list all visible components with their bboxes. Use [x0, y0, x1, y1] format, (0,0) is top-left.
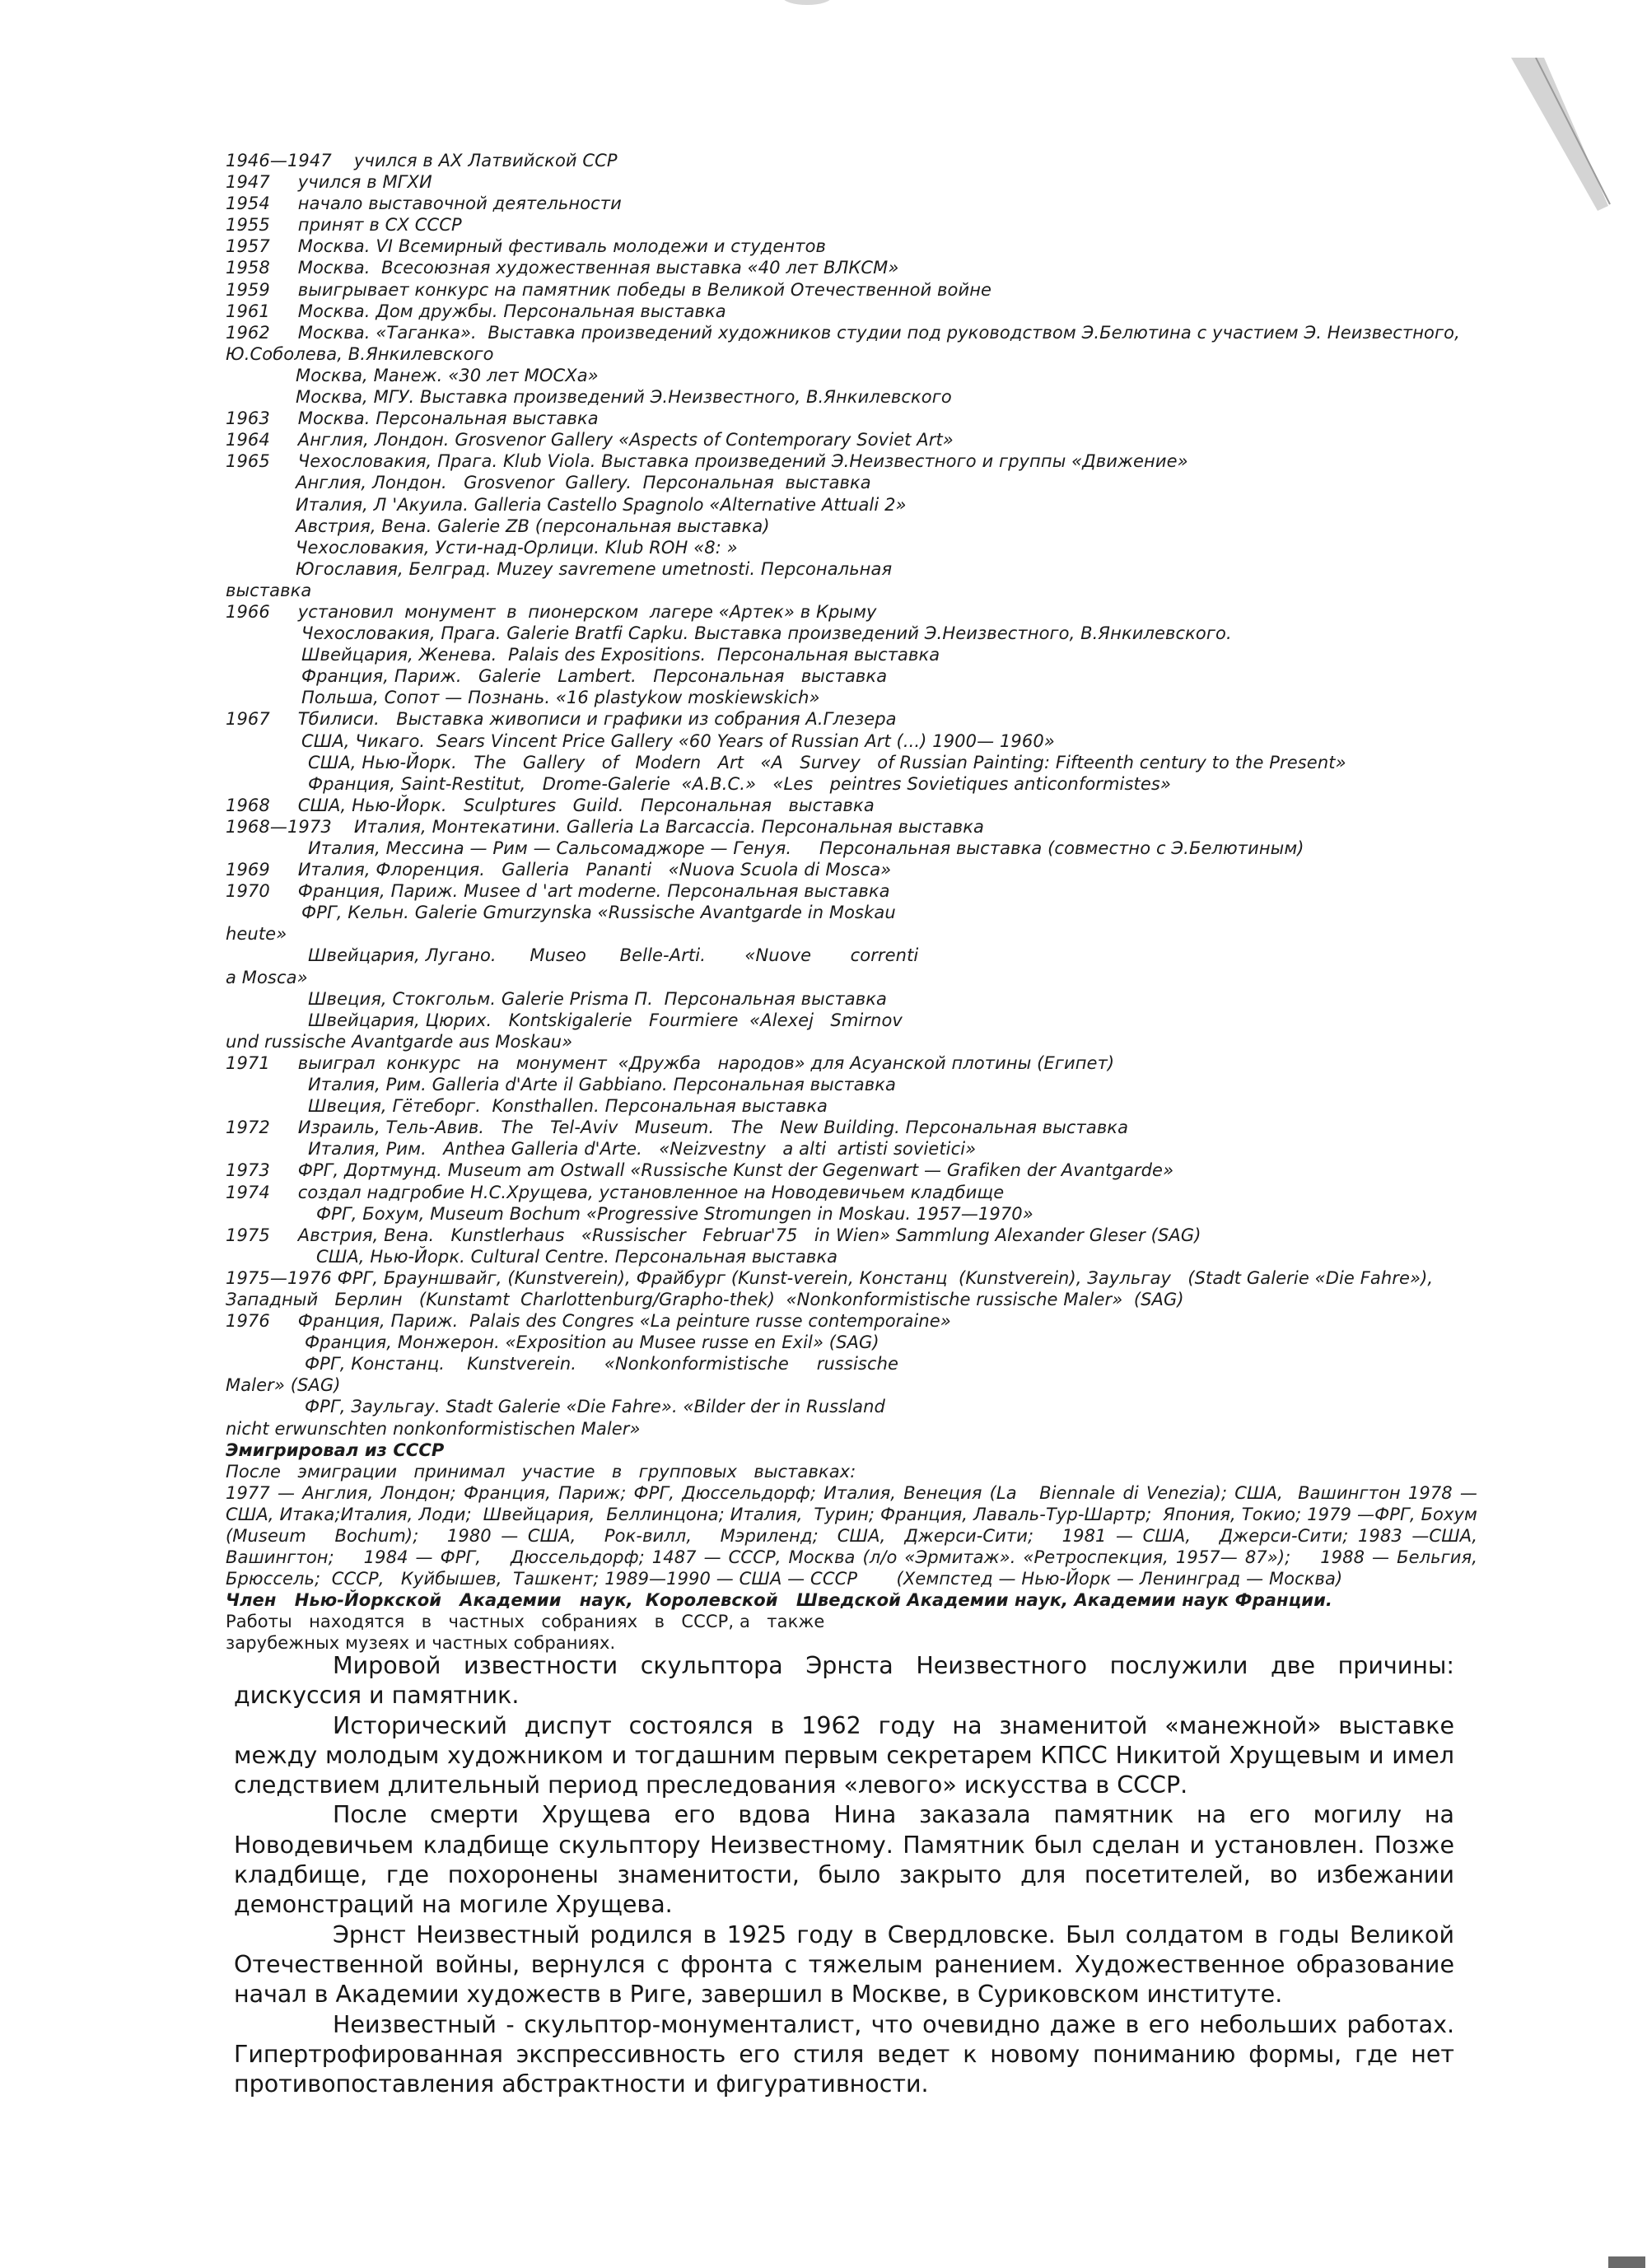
- chronology-entry: 1962 Москва. «Таганка». Выставка произведений художников студии под руководством Э.Белютина с участием Э. Неизвестного, Ю.Соболева, В.Янкилевского: [226, 322, 1466, 364]
- chronology-entry: выставка: [226, 580, 312, 600]
- chronology-entry: Швеция, Гётеборг. Konsthallen. Персональная выставка: [308, 1096, 828, 1117]
- chronology-entry: Австрия, Вена. Galerie ZB (персональная выставка): [296, 516, 770, 536]
- chronology-entry: Франция, Монжерон. «Exposition au Musee russe en Exil» (SAG): [305, 1332, 879, 1353]
- chronology-entry: Швейцария, Цюрих. Kontskigalerie Fourmiere «Alexej Smirnov: [308, 1010, 903, 1030]
- chronology-entry: ФРГ, Заульгау. Stadt Galerie «Die Fahre». «Bilder der in Russland: [305, 1397, 885, 1417]
- collections-note: Работы находятся в частных собраниях в СССР, а также зарубежных музеях и частных собраниях.: [226, 1612, 831, 1654]
- chronology-entry: 1954 начало выставочной деятельности: [226, 194, 622, 214]
- chronology-entry: Чехословакия, Усти-над-Орлици. Klub ROH «8: »: [296, 537, 738, 558]
- chronology-entry: Швейцария, Лугано. Museo Belle-Arti. «Nuove correnti: [308, 945, 919, 966]
- chronology-entry: 1957 Москва. VI Всемирный фестиваль молодежи и студентов: [226, 236, 827, 257]
- chronology-entry: 1961 Москва. Дом дружбы. Персональная выставка: [226, 301, 726, 321]
- page-fold-mark: [1511, 58, 1618, 214]
- chronology-entry: Италия, Рим. Galleria d'Arte il Gabbiano. Персональная выставка: [308, 1075, 896, 1095]
- chronology-entry: 1970 Франция, Париж. Musee d 'art moderne. Персональная выставка: [226, 881, 890, 902]
- chronology-entry: 1972 Израиль, Тель-Авив. The Tel-Aviv Museum. The New Building. Персональная выставка: [226, 1118, 1129, 1138]
- chronology-entry: ФРГ, Констанц. Kunstverein. «Nonkonformistische russische: [305, 1354, 899, 1374]
- chronology-entry: 1955 принят в СХ СССР: [226, 215, 462, 236]
- chronology-entry: 1959 выигрывает конкурс на памятник победы в Великой Отечественной войне: [226, 279, 992, 300]
- chronology-entry: Maler» (SAG): [226, 1375, 341, 1396]
- chronology-entry: nicht erwunschten nonkonformistischen Maler»: [226, 1418, 641, 1439]
- emigration-intro: После эмиграции принимал участие в групповых выставках:: [226, 1461, 856, 1482]
- chronology: [226, 150, 1500, 1654]
- chronology-entry: 1963 Москва. Персональная выставка: [226, 408, 599, 429]
- chronology-entry: Италия, Рим. Anthea Galleria d'Arte. «Neizvestny a alti artisti sovietici»: [308, 1139, 977, 1160]
- essay: [234, 1651, 1454, 2099]
- chronology-entry: США, Чикаго. Sears Vincent Price Gallery «60 Years of Russian Art (...) 1900— 1960»: [301, 730, 1055, 751]
- chronology-entry: ФРГ, Бохум, Museum Bochum «Progressive Stromungen in Moskau. 1957—1970»: [316, 1203, 1033, 1224]
- chronology-entry: 1958 Москва. Всесоюзная художественная выставка «40 лет ВЛКСМ»: [226, 258, 899, 278]
- chronology-entry: 1968—1973 Италия, Монтекатини. Galleria La Barcaccia. Персональная выставка: [226, 816, 985, 837]
- chronology-entry: США, Нью-Йорк. The Gallery of Modern Art «A Survey of Russian Painting: Fifteenth century to the Present»: [308, 752, 1346, 772]
- chronology-entry: Москва, МГУ. Выставка произведений Э.Неизвестного, В.Янкилевского: [296, 387, 952, 408]
- chronology-entry: 1973 ФРГ, Дортмунд. Museum am Ostwall «Russische Kunst der Gegenwart — Grafiken der Avantgarde»: [226, 1160, 1174, 1181]
- essay-paragraph: После смерти Хрущева его вдова Нина заказала памятник на его могилу на Новодевичьем кладбище скульптору Неизвестному. Памятник был сделан и установлен. Позже кладбище, где похоронены знаменитости, было закрыто для посетителей, во избежании демонстраций на могиле Хрущева.: [234, 1801, 1454, 1919]
- chronology-entry: Франция, Париж. Galerie Lambert. Персональная выставка: [301, 666, 888, 687]
- academy-membership: Член Нью-Йоркской Академии наук, Королевской Шведской Академии наук, Академии наук Франции.: [226, 1590, 1332, 1611]
- chronology-entry: Югославия, Белград. Muzey savremene umetnosti. Персональная: [296, 558, 893, 579]
- chronology-entry: Франция, Saint-Restitut, Drome-Galerie «A.B.C.» «Les peintres Sovietiques anticonformistes»: [308, 773, 1171, 794]
- chronology-entry: 1966 установил монумент в пионерском лагере «Артек» в Крыму: [226, 601, 877, 622]
- chronology-entry: Швейцария, Женева. Palais des Expositions. Персональная выставка: [301, 645, 940, 665]
- emigration-exhibitions: 1977 — Англия, Лондон; Франция, Париж; ФРГ, Дюссельдорф; Италия, Венеция (La Biennale di Venezia); США, Вашингтон 1978 — США, Итака;Италия, Лоди; Швейцария, Беллинцона; Италия, Турин; Франция, Лаваль-Тур-Шартр; Япония, Токио; 1979 —ФРГ, Бохум (Museum Bochum); 1980 — США, Рок-вилл, Мэриленд; США, Джерси-Сити; 1981 — США, Джерси-Сити; 1983 —США, Вашингтон; 1984 — ФРГ, Дюссельдорф; 1487 — СССР, Москва (л/о «Эрмитаж». «Ретроспекция, 1957— 87»); 1988 — Бельгия, Брюссель; СССР, Куйбышев, Ташкент; 1989—1990 — США — СССР (Хемпстед — Нью-Йорк — Ленинград — Москва): [226, 1482, 1500, 1589]
- emigration-heading: Эмигрировал из СССР: [226, 1440, 445, 1460]
- chronology-entry: 1975—1976 ФРГ, Брауншвайг, (Kunstverein), Фрайбург (Kunst-verein, Констанц (Kunstverein), Заульгау (Stadt Galerie «Die Fahre»), Западный Берлин (Kunstamt Charlottenburg/Grapho-thek) «Nonkonformistische russische Maler» (SAG): [226, 1267, 1439, 1309]
- chronology-entry: США, Нью-Йорк. Cultural Centre. Персональная выставка: [316, 1246, 838, 1267]
- chronology-entry: Москва, Манеж. «30 лет МОСХа»: [296, 365, 599, 385]
- chronology-entry: Польша, Сопот — Познань. «16 plastykow moskiewskich»: [301, 688, 820, 708]
- essay-paragraph: Мировой известности скульптора Эрнста Неизвестного послужили две причины: дискуссия и памятник.: [234, 1652, 1454, 1710]
- chronology-entry: 1967 Тбилиси. Выставка живописи и графики из собрания А.Глезера: [226, 709, 897, 730]
- essay-paragraph: Исторический диспут состоялся в 1962 году на знаменитой «манежной» выставке между молодым художником и тогдашним первым секретарем КПСС Никитой Хрущевым и имел следствием длительный период преследования «левого» искусства в СССР.: [234, 1711, 1454, 1799]
- chronology-entry: a Mosca»: [226, 967, 308, 987]
- chronology-entry: Швеция, Стокгольм. Galerie Prisma П. Персональная выставка: [308, 988, 888, 1009]
- chronology-entry: Италия, Мессина — Рим — Сальсомаджоре — Генуя. Персональная выставка (совместно с Э.Белютиным): [308, 838, 1304, 858]
- chronology-entry: 1974 создал надгробие Н.С.Хрущева, установленное на Новодевичьем кладбище: [226, 1182, 1005, 1202]
- scan-corner-mark: [1608, 2256, 1645, 2268]
- chronology-entry: 1975 Австрия, Вена. Kunstlerhaus «Russischer Februar'75 in Wien» Sammlung Alexander Gleser (SAG): [226, 1225, 1201, 1245]
- chronology-entry: 1976 Франция, Париж. Palais des Congres «La peinture russe contemporaine»: [226, 1311, 951, 1332]
- chronology-entry: Италия, Л 'Акуила. Galleria Castello Spagnolo «Alternative Attuali 2»: [296, 494, 907, 515]
- chronology-entry: heute»: [226, 924, 287, 945]
- chronology-entry: 1946—1947 учился в АХ Латвийской ССР: [226, 151, 618, 170]
- scan-shadow-top: [782, 0, 832, 5]
- essay-paragraph: Эрнст Неизвестный родился в 1925 году в Свердловске. Был солдатом в годы Великой Отечественной войны, вернулся с фронта с тяжелым ранением. Художественное образование начал в Академии художеств в Риге, завершил в Москве, в Суриковском институте.: [234, 1920, 1454, 2009]
- chronology-entry: Чехословакия, Прага. Galerie Bratfi Capku. Выставка произведений Э.Неизвестного, В.Янкилевского.: [301, 623, 1232, 644]
- chronology-entry: 1968 США, Нью-Йорк. Sculptures Guild. Персональная выставка: [226, 795, 875, 815]
- chronology-entry: 1965 Чехословакия, Прага. Klub Viola. Выставка произведений Э.Неизвестного и группы «Движение»: [226, 451, 1188, 472]
- chronology-entry: 1947 учился в МГХИ: [226, 172, 432, 193]
- essay-paragraph: Неизвестный - скульптор-монументалист, что очевидно даже в его небольших работах. Гипертрофированная экспрессивность его стиля ведет к новому пониманию формы, где нет противопоставления абстрактности и фигуративности.: [234, 2010, 1454, 2098]
- chronology-entry: 1969 Италия, Флоренция. Galleria Pananti «Nuova Scuola di Mosca»: [226, 860, 892, 880]
- chronology-entry: ФРГ, Кельн. Galerie Gmurzynska «Russische Avantgarde in Moskau: [301, 903, 896, 923]
- chronology-entry: 1964 Англия, Лондон. Grosvenor Gallery «Aspects of Contemporary Soviet Art»: [226, 430, 954, 450]
- chronology-entry: und russische Avantgarde aus Moskau»: [226, 1031, 573, 1052]
- chronology-entry: 1971 выиграл конкурс на монумент «Дружба народов» для Асуанской плотины (Египет): [226, 1052, 1115, 1073]
- chronology-entry: Англия, Лондон. Grosvenor Gallery. Персональная выставка: [296, 473, 871, 493]
